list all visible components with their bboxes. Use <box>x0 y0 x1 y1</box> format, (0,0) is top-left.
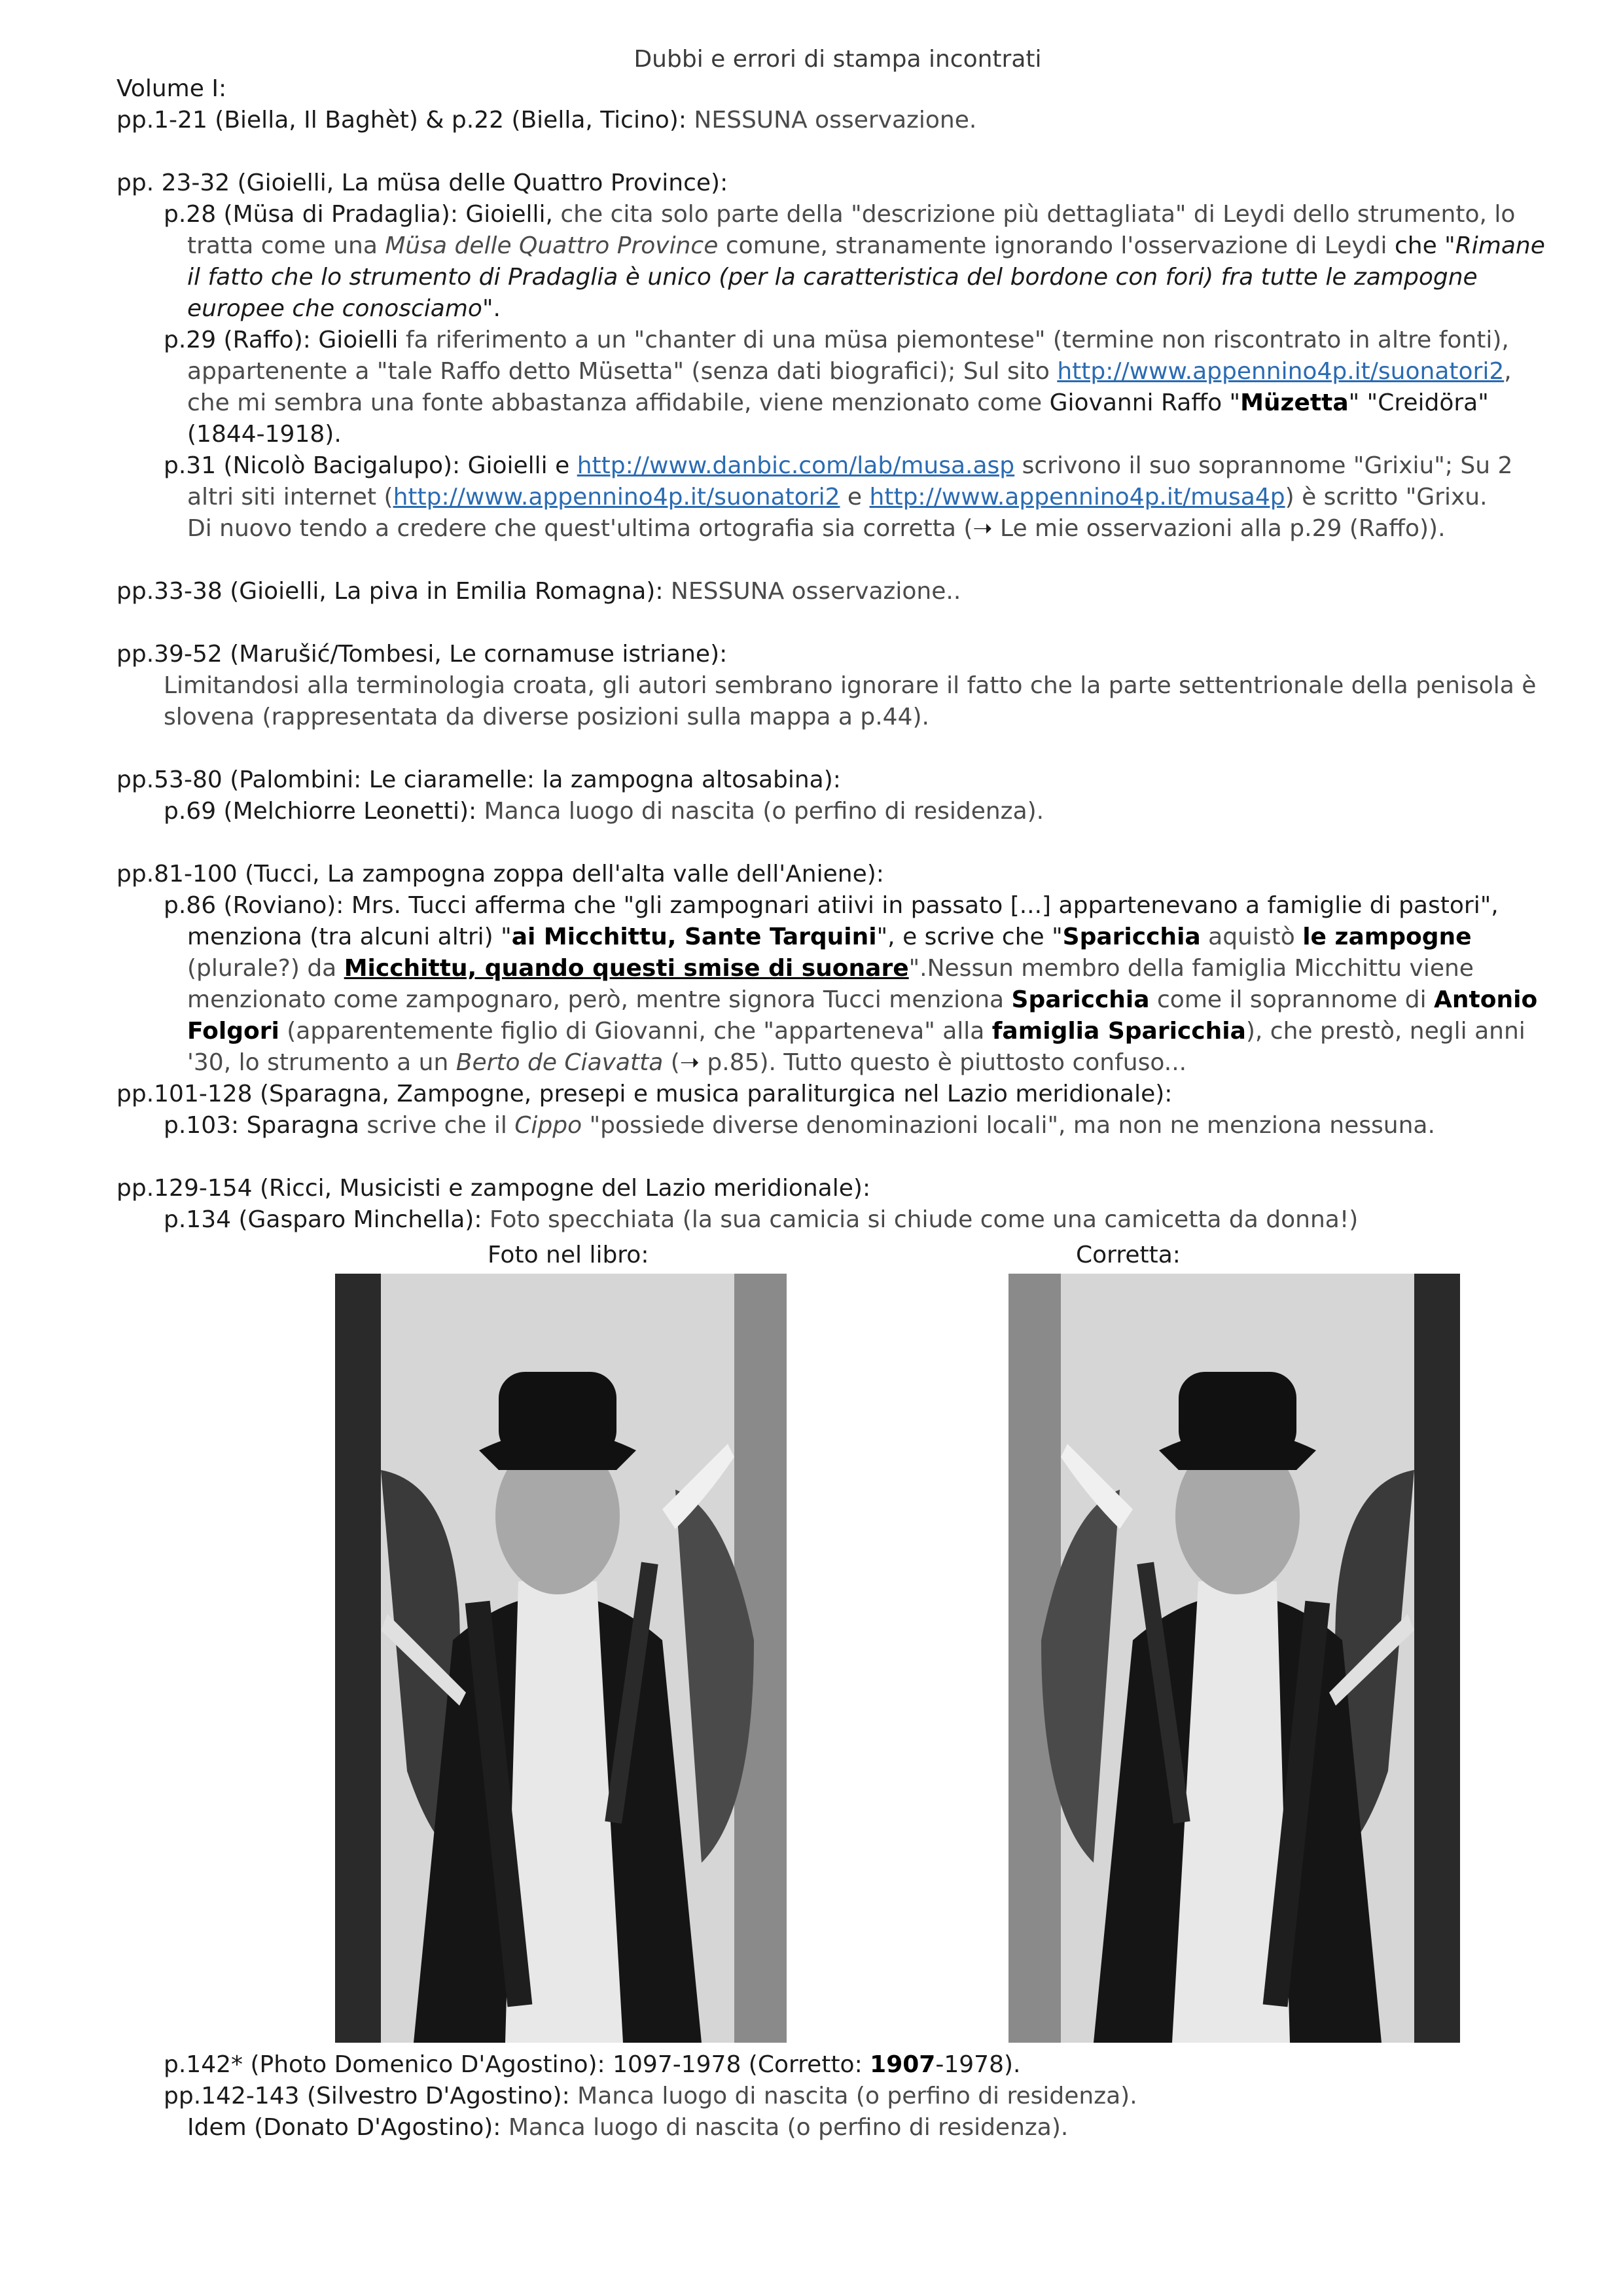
entry-p28-ref: p.28 (Müsa di Pradaglia): Gioielli, <box>164 201 561 228</box>
entry-p28-text3: che " <box>1394 232 1455 259</box>
section-gioielli-musa-title: pp. 23-32 (Gioielli, La müsa delle Quattro Province): <box>116 170 728 196</box>
page-title: Dubbi e errori di stampa incontrati <box>633 46 1042 73</box>
link-danbic[interactable]: http://www.danbic.com/lab/musa.asp <box>577 452 1015 479</box>
entry-p103-text2: "possiede diverse denominazioni locali", ma non ne menziona nessuna. <box>582 1112 1435 1139</box>
entry-p86-text1: p.86 (Roviano): Mrs. Tucci afferma che "gli zampognari atiivi in passato [...] appartenevano a famiglie di pastori", menziona (tra alcuni altri) " <box>164 892 1499 950</box>
entry-p142 <box>116 2049 1550 2081</box>
entry-p29-text2: , che mi sembra una fonte abbastanza affidabile, viene menzionato come <box>187 358 1512 416</box>
volume-heading: Volume I: <box>116 75 227 102</box>
photo-label-corrected: Corretta: <box>1076 1242 1181 1268</box>
entry-p31-ref: p.31 (Nicolò Bacigalupo): Gioielli e <box>164 452 577 479</box>
entry-p29-end: " "Creidöra" (1844-1918). <box>187 389 1489 448</box>
entry-p86-text3: aquistò <box>1200 924 1303 950</box>
entry-p29 <box>116 325 1550 450</box>
entry-p29-ref: p.29 (Raffo): Gioielli <box>164 327 406 353</box>
entry-p86-bold6: Antonio Folgori <box>187 986 1538 1045</box>
entry-p86-text8: ), che prestò, negli anni '30, lo strumento a un <box>187 1018 1525 1076</box>
section-ricci <box>116 1173 1550 2144</box>
entry-p28-text1: che cita solo parte della "descrizione più dettagliata" di Leydi dello strumento, lo tratta come una <box>187 201 1516 259</box>
entry-p86 <box>116 890 1550 1079</box>
link-appennino-musa4p[interactable]: http://www.appennino4p.it/musa4p <box>869 484 1285 511</box>
entry-p86-text6: come il soprannome di <box>1149 986 1435 1013</box>
entry-p28 <box>116 199 1550 325</box>
entry-p142-bold: 1907 <box>870 2051 936 2078</box>
entry-donato <box>116 2112 1550 2144</box>
entry-p142-143-text: Manca luogo di nascita (o perfino di residenza). <box>577 2083 1137 2109</box>
entry-p142-143 <box>116 2081 1550 2112</box>
photo-original <box>335 1274 787 2043</box>
entry-p31-text3: ) è scritto "Grixu. <box>1285 484 1488 511</box>
arrow-icon: ➝ <box>972 515 993 542</box>
entry-p86-bold5: Sparicchia <box>1011 986 1150 1013</box>
entry-p29-text3: Giovanni Raffo " <box>1049 389 1241 416</box>
entry-p86-bold1: ai Micchittu, Sante Tarquini <box>511 924 877 950</box>
entry-p86-bold4: Micchittu, quando questi smise di suonare <box>344 955 909 982</box>
section-istriane-text: Limitandosi alla terminologia croata, gli autori sembrano ignorare il fatto che la parte settentrionale della penisola è slovena (rappresentata da diverse posizioni sulla mappa a p.44). <box>164 672 1537 730</box>
document-body <box>116 73 1550 2144</box>
entry-p103-italic: Cippo <box>514 1112 582 1139</box>
entry-p103-ref: p.103: Sparagna <box>164 1112 367 1139</box>
entry-p31 <box>116 450 1550 545</box>
section-ricci-title: pp.129-154 (Ricci, Musicisti e zampogne del Lazio meridionale): <box>116 1175 871 1202</box>
entry-p28-italic: Müsa delle Quattro Province <box>385 232 719 259</box>
section-ciaramelle <box>116 764 1550 827</box>
entry-p86-text7: (apparentemente figlio di Giovanni, che "apparteneva" alla <box>279 1018 992 1045</box>
photo-label-book: Foto nel libro: <box>488 1242 649 1268</box>
entry-p86-text5: ".Nessun membro della famiglia Micchittu viene menzionato come zampognaro, però, mentre signora Tucci menziona <box>187 955 1474 1013</box>
section-istriane-title: pp.39-52 (Marušić/Tombesi, Le cornamuse istriane): <box>116 641 728 668</box>
section-piva-title: pp.33-38 (Gioielli, La piva in Emilia Romagna): <box>116 578 671 605</box>
entry-p86-end: p.85). Tutto questo è piuttosto confuso... <box>699 1049 1187 1076</box>
entry-p103-text1: scrive che il <box>366 1112 515 1139</box>
entry-p134-ref: p.134 (Gasparo Minchella): <box>164 1206 490 1233</box>
link-appennino-suonatori-2[interactable]: http://www.appennino4p.it/suonatori2 <box>393 484 840 511</box>
entry-p86-bold7: famiglia Sparicchia <box>991 1018 1246 1045</box>
section-istriane <box>116 639 1550 733</box>
entry-p86-italic: Berto de Ciavatta <box>455 1049 664 1076</box>
entry-donato-text: Manca luogo di nascita (o perfino di residenza). <box>508 2114 1069 2141</box>
section-tucci-title: pp.81-100 (Tucci, La zampogna zoppa dell'alta valle dell'Aniene): <box>116 861 884 888</box>
section-biella-note: NESSUNA osservazione. <box>694 107 977 134</box>
section-sparagna-title: pp.101-128 (Sparagna, Zampogne, presepi e musica paraliturgica nel Lazio meridionale): <box>116 1081 1173 1107</box>
arrow-icon: ➝ <box>679 1049 700 1076</box>
section-sparagna <box>116 1079 1550 1141</box>
entry-p142-143-ref: pp.142-143 (Silvestro D'Agostino): <box>164 2083 578 2109</box>
entry-p142-text1: p.142* (Photo Domenico D'Agostino): 1097-1978 (Corretto: <box>164 2051 870 2078</box>
entry-p86-bold2: Sparicchia <box>1062 924 1201 950</box>
entry-p69-ref: p.69 (Melchiorre Leonetti): <box>164 798 484 825</box>
section-biella <box>116 105 1550 136</box>
entry-p86-bold3: le zampogne <box>1302 924 1472 950</box>
photo-comparison <box>116 1242 1550 2049</box>
entry-p29-bold: Müzetta <box>1240 389 1349 416</box>
entry-p31-end: Le mie osservazioni alla p.29 (Raffo)). <box>992 515 1446 542</box>
section-biella-title: pp.1-21 (Biella, Il Baghèt) & p.22 (Biella, Ticino): <box>116 107 694 134</box>
entry-p28-text2: comune, stranamente ignorando l'osservazione di Leydi <box>718 232 1395 259</box>
link-appennino-suonatori[interactable]: http://www.appennino4p.it/suonatori2 <box>1057 358 1505 385</box>
entry-donato-ref: Idem (Donato D'Agostino): <box>187 2114 508 2141</box>
entry-p86-text4: (plurale?) da <box>187 955 344 982</box>
entry-p134-text: Foto specchiata (la sua camicia si chiude come una camicetta da donna!) <box>489 1206 1359 1233</box>
section-gioielli-musa <box>116 168 1550 545</box>
entry-p86-text2: ", e scrive che " <box>876 924 1063 950</box>
section-piva-note: NESSUNA osservazione.. <box>670 578 961 605</box>
entry-p69-text: Manca luogo di nascita (o perfino di residenza). <box>484 798 1044 825</box>
section-tucci <box>116 859 1550 1079</box>
section-ciaramelle-title: pp.53-80 (Palombini: Le ciaramelle: la zampogna altosabina): <box>116 766 841 793</box>
entry-p29-text1: fa riferimento a un "chanter di una müsa piemontese" (termine non riscontrato in altre fonti), appartenente a "tale Raffo detto Müsetta" (senza dati biografici); Sul sito <box>187 327 1509 385</box>
entry-p31-text2: e <box>840 484 870 511</box>
entry-p86-text9: ( <box>663 1049 680 1076</box>
entry-p28-quote: Rimane il fatto che lo strumento di Pradaglia è unico (per la caratteristica del bordone con fori) fra tutte le zampogne europee che conosciamo <box>187 232 1545 322</box>
entry-p31-text1: scrivono il suo soprannome "Grixiu"; Su 2 altri siti internet ( <box>187 452 1513 511</box>
section-piva <box>116 576 1550 607</box>
entry-p31-text4: Di nuovo tendo a credere che quest'ultima ortografia sia corretta ( <box>187 515 973 542</box>
photo-corrected <box>1008 1274 1460 2043</box>
entry-p28-end: ". <box>482 295 501 322</box>
entry-p142-text2: -1978). <box>935 2051 1021 2078</box>
